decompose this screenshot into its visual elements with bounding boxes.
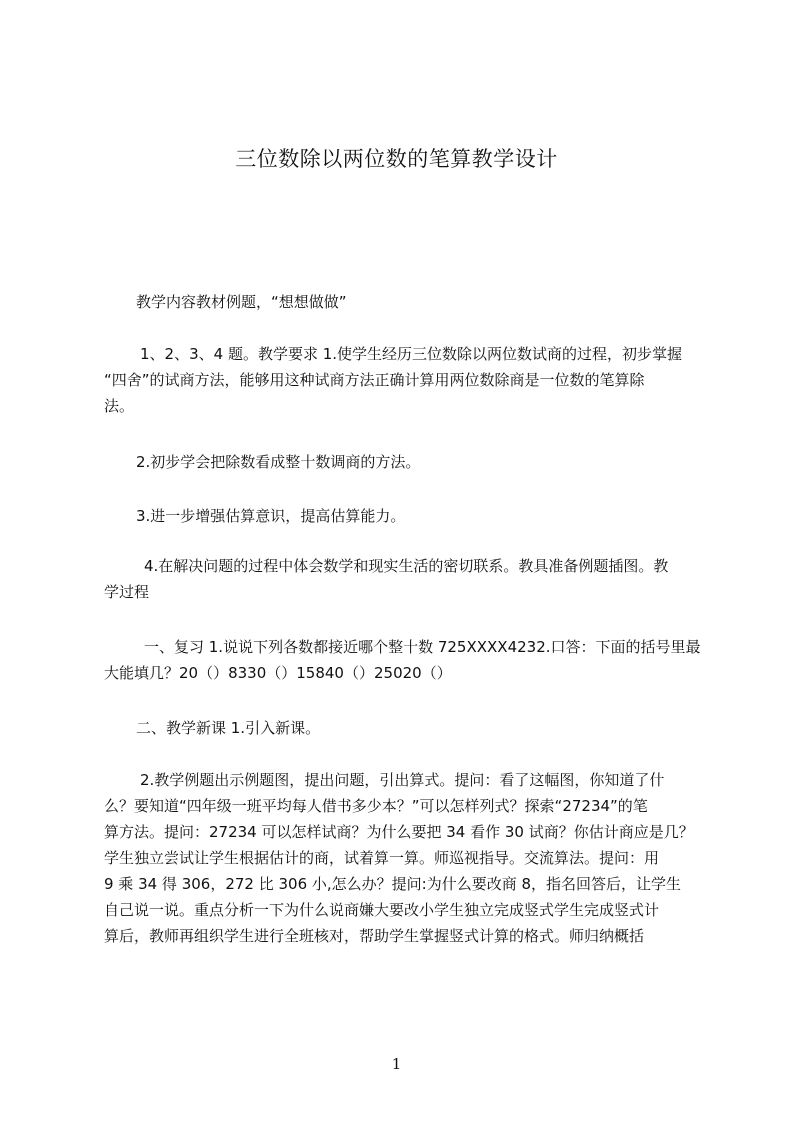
paragraph-review bbox=[104, 634, 708, 686]
paragraph-new-lesson bbox=[136, 715, 708, 741]
document-title: 三位数除以两位数的笔算教学设计 bbox=[235, 147, 558, 171]
text-line: 法。 bbox=[104, 397, 135, 415]
text-line: 4.在解决问题的过程中体会数学和现实生活的密切联系。教具准备例题插图。教 bbox=[144, 557, 669, 575]
paragraph-requirement-4 bbox=[104, 553, 708, 605]
text-line: 一、复习 1.说说下列各数都接近哪个整十数 725XXXX4232.口答：下面的括号里最 bbox=[144, 638, 701, 656]
paragraph-example-teaching bbox=[104, 767, 700, 949]
text-line: 2.初步学会把除数看成整十数调商的方法。 bbox=[136, 453, 421, 471]
text-line: 9 乘 34 得 306，272 比 306 小,怎么办？提问:为什么要改商 8，指名回答后，让学生 bbox=[104, 875, 682, 893]
text-line: “四舍”的试商方法，能够用这种试商方法正确计算用两位数除商是一位数的笔算除 bbox=[104, 371, 645, 389]
text-line: 教学内容教材例题，“想想做做” bbox=[136, 293, 347, 311]
page-number: 1 bbox=[391, 1055, 402, 1073]
text-line: 二、教学新课 1.引入新课。 bbox=[136, 719, 321, 737]
text-line: 算方法。提问：27234 可以怎样试商？为什么要把 34 看作 30 试商？你估计商应是几？ bbox=[104, 823, 694, 841]
text-line: 算后，教师再组织学生进行全班核对，帮助学生掌握竖式计算的格式。师归纳概括 bbox=[104, 927, 645, 945]
paragraph-teaching-requirements bbox=[104, 341, 708, 419]
paragraph-teaching-content bbox=[136, 289, 708, 315]
text-line: 学生独立尝试让学生根据估计的商，试着算一算。师巡视指导。交流算法。提问：用 bbox=[104, 849, 660, 867]
paragraph-requirement-3 bbox=[136, 503, 708, 529]
text-line: 学过程 bbox=[104, 583, 150, 601]
text-line: 大能填几？20（）8330（）15840（）25020（） bbox=[104, 664, 452, 682]
text-line: 么？要知道“四年级一班平均每人借书多少本？”可以怎样列式？探索“27234”的笔 bbox=[104, 797, 648, 815]
text-line: 1、2、3、4 题。教学要求 1.使学生经历三位数除以两位数试商的过程，初步掌握 bbox=[140, 345, 683, 363]
text-line: 2.教学例题出示例题图，提出问题，引出算式。提问：看了这幅图，你知道了什 bbox=[140, 771, 665, 789]
paragraph-requirement-2 bbox=[136, 449, 708, 475]
text-line: 自己说一说。重点分析一下为什么说商嫌大要改小学生独立完成竖式学生完成竖式计 bbox=[104, 901, 660, 919]
text-line: 3.进一步增强估算意识，提高估算能力。 bbox=[136, 507, 406, 525]
